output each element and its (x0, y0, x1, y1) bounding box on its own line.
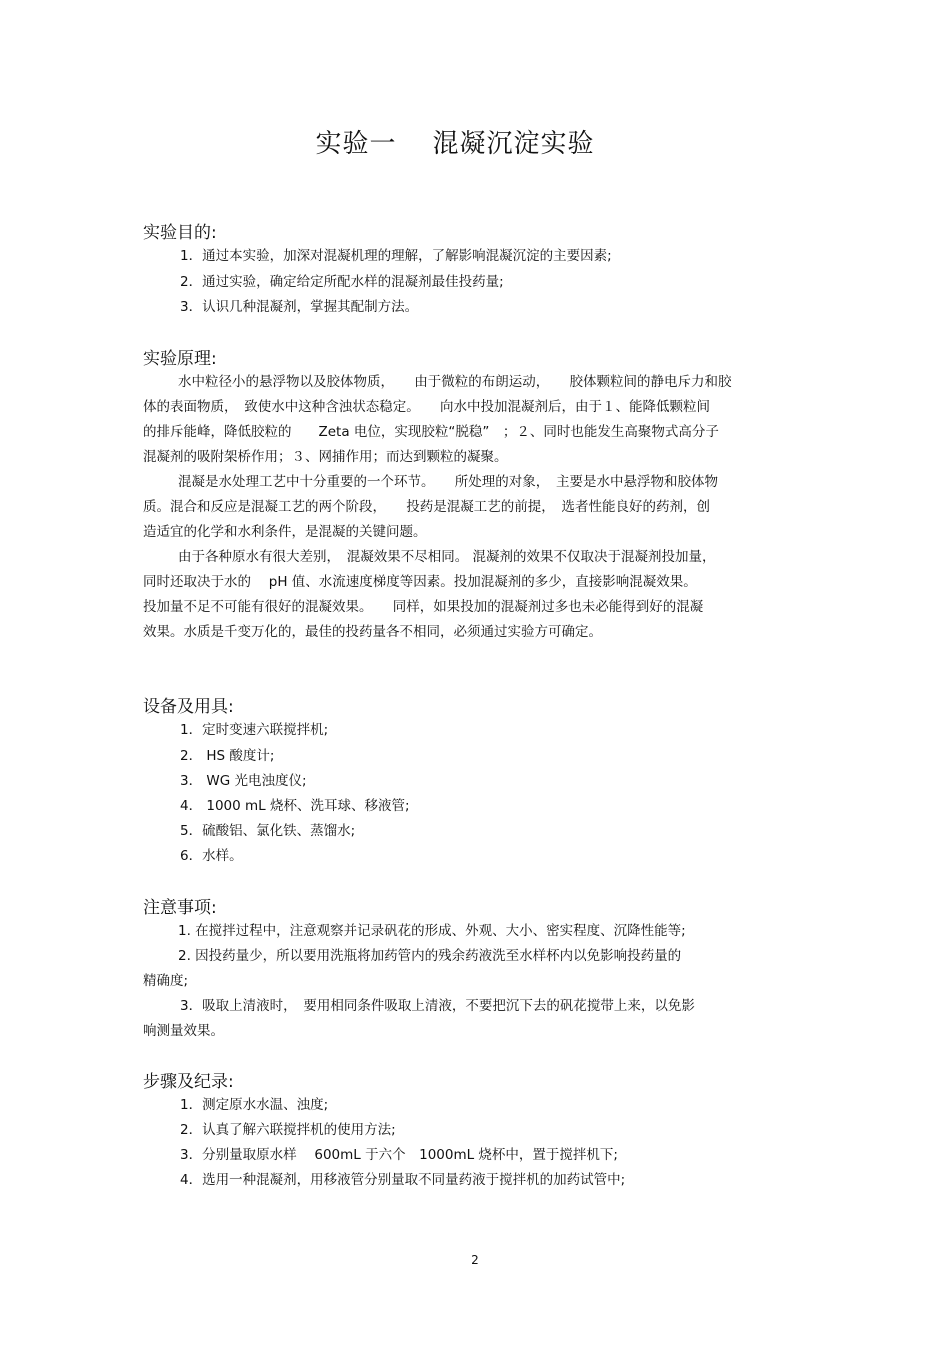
principle-line: 造适宜的化学和水利条件，是混凝的关键问题。 (143, 524, 427, 540)
principle-line: 混凝剂的吸附架桥作用；３、网捕作用；而达到颗粒的凝聚。 (143, 449, 508, 465)
equipment-heading: 设备及用具: (143, 697, 234, 717)
purpose-heading: 实验目的: (143, 223, 217, 243)
principle-line: 混凝是水处理工艺中十分重要的一个环节。 所处理的对象， 主要是水中悬浮物和胶体物 (178, 474, 718, 490)
notes-line: 响测量效果。 (143, 1023, 224, 1039)
steps-item-3: 3．分别量取原水样 600mL 于六个 1000mL 烧杯中，置于搅拌机下; (180, 1147, 618, 1163)
steps-heading: 步骤及纪录: (143, 1072, 234, 1092)
principle-line: 投加量不足不可能有很好的混凝效果。 同样，如果投加的混凝剂过多也未必能得到好的混凝 (143, 599, 704, 615)
equipment-item-3: 3． WG 光电浊度仪; (180, 773, 307, 789)
principle-line: 的排斥能峰，降低胶粒的 Zeta 电位，实现胶粒“脱稳” ；２、同时也能发生高聚物式高分子 (143, 424, 719, 440)
principle-line: 效果。水质是千变万化的，最佳的投药量各不相同，必须通过实验方可确定。 (143, 624, 602, 640)
steps-item-1: 1．测定原水水温、浊度; (180, 1097, 329, 1113)
equipment-item-4: 4． 1000 mL 烧杯、洗耳球、移液管; (180, 798, 410, 814)
title-part1: 实验一 (315, 129, 397, 159)
equipment-item-5: 5．硫酸铝、氯化铁、蒸馏水; (180, 823, 356, 839)
purpose-item-1: 1．通过本实验，加深对混凝机理的理解，了解影响混凝沉淀的主要因素; (180, 248, 612, 264)
notes-heading: 注意事项: (143, 898, 217, 918)
equipment-item-2: 2． HS 酸度计; (180, 748, 275, 764)
purpose-item-3: 3．认识几种混凝剂，掌握其配制方法。 (180, 299, 419, 315)
page-title (0, 123, 910, 160)
principle-line: 体的表面物质， 致使水中这种含浊状态稳定。 向水中投加混凝剂后，由于１、能降低颗粒间 (143, 399, 710, 415)
steps-item-4: 4．选用一种混凝剂，用移液管分别量取不同量药液于搅拌机的加药试管中; (180, 1172, 626, 1188)
equipment-item-1: 1．定时变速六联搅拌机; (180, 722, 329, 738)
principle-line: 同时还取决于水的 pH 值、水流速度梯度等因素。投加混凝剂的多少，直接影响混凝效果。 (143, 574, 697, 590)
purpose-item-2: 2．通过实验，确定给定所配水样的混凝剂最佳投药量; (180, 274, 504, 290)
notes-line: 2. 因投药量少，所以要用洗瓶将加药管内的残余药液洗至水样杯内以免影响投药量的 (178, 948, 682, 964)
principle-line: 质。混合和反应是混凝工艺的两个阶段， 投药是混凝工艺的前提， 选者性能良好的药剂，创 (143, 499, 710, 515)
page-number: 2 (471, 1253, 479, 1267)
principle-line: 水中粒径小的悬浮物以及胶体物质， 由于微粒的布朗运动， 胶体颗粒间的静电斥力和胶 (178, 374, 732, 390)
equipment-item-6: 6．水样。 (180, 848, 243, 864)
notes-line: 1. 在搅拌过程中，注意观察并记录矾花的形成、外观、大小、密实程度、沉降性能等; (178, 923, 686, 939)
notes-line: 3．吸取上清液时， 要用相同条件吸取上清液，不要把沉下去的矾花搅带上来，以免影 (180, 998, 695, 1014)
title-part2: 混凝沉淀实验 (432, 129, 595, 159)
notes-line: 精确度; (143, 973, 189, 989)
principle-heading: 实验原理: (143, 349, 217, 369)
steps-item-2: 2．认真了解六联搅拌机的使用方法; (180, 1122, 396, 1138)
principle-line: 由于各种原水有很大差别， 混凝效果不尽相同。 混凝剂的效果不仅取决于混凝剂投加量， (178, 549, 716, 565)
